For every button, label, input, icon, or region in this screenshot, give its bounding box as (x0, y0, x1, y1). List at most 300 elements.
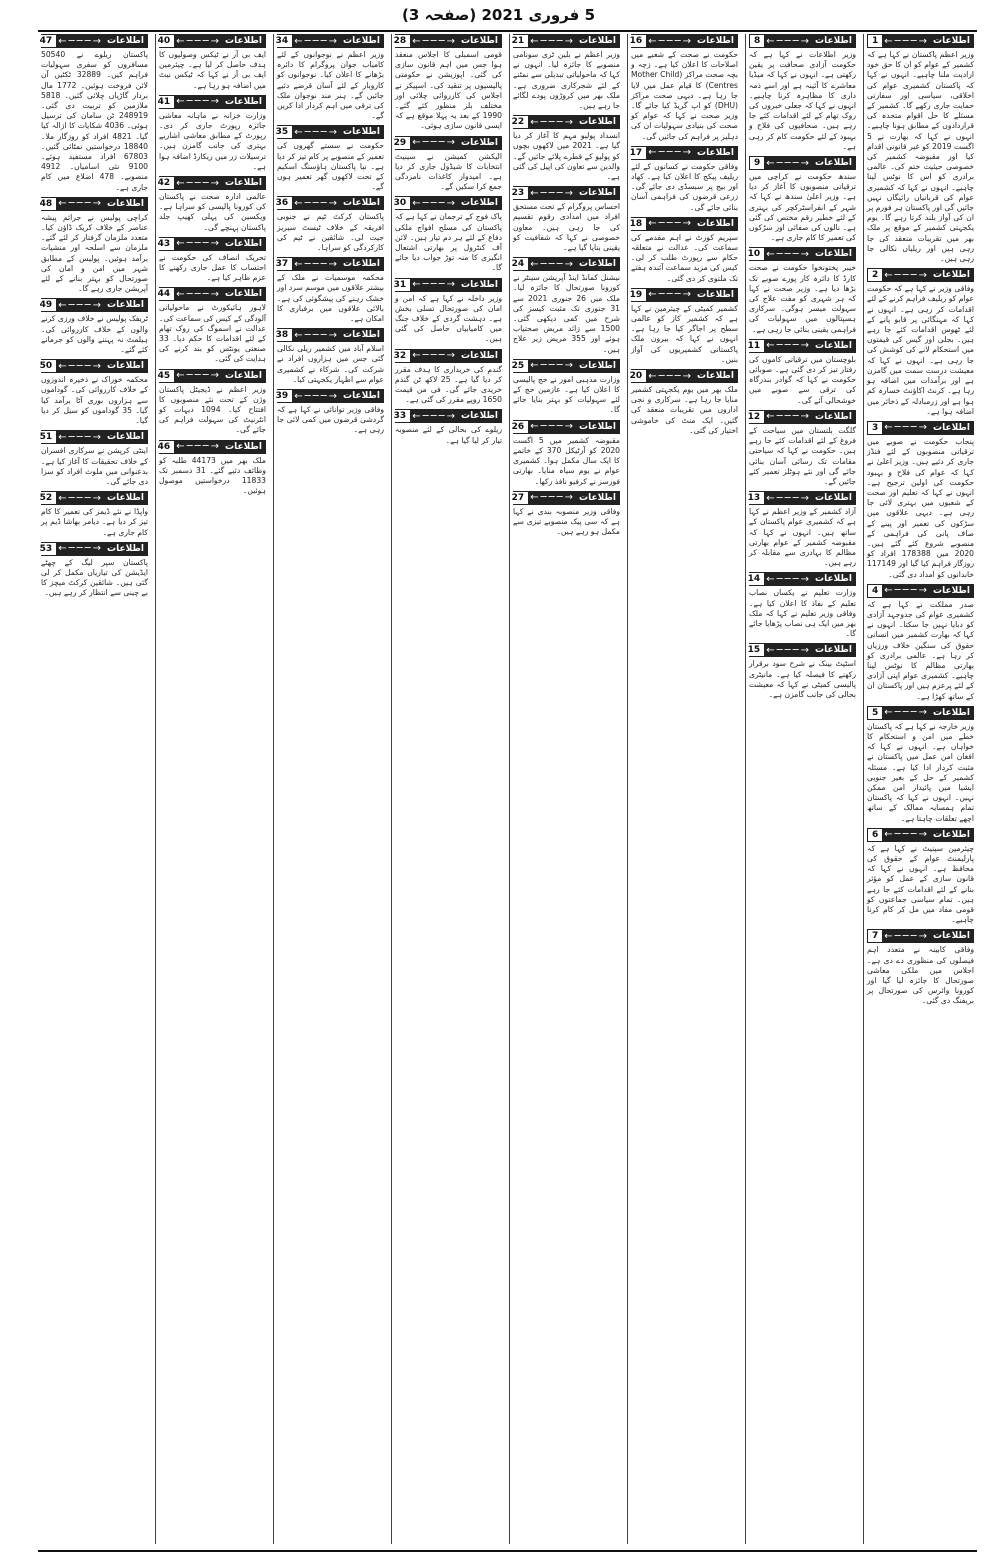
news-item-number: 21 (509, 35, 528, 47)
news-item-number: 25 (509, 360, 528, 372)
news-column (627, 34, 741, 1544)
news-item-header (159, 237, 266, 251)
news-item-header (41, 197, 148, 211)
news-item-header (867, 584, 974, 598)
news-item (41, 542, 148, 599)
news-item-body: پنجاب حکومت نے صوبے میں ترقیاتی منصوبوں کے لئے فنڈز جاری کر دئیے ہیں۔ وزیر اعلیٰ نے کہا کہ عوام کی فلاح و بہبود حکومت کی اولین ترجیح ہے۔ انہوں نے کہا کہ تعلیم اور صحت کے شعبوں میں بہتری لائی جا رہی ہے۔ دیہی علاقوں میں سڑکوں کی تعمیر اور پینے کے صاف پانی کی فراہمی کے منصوبے شروع کئے گئے ہیں۔ 2020 میں 178388 افراد کو روزگار فراہم کیا گیا اور 117149 خاندانوں کو امداد دی گئی۔ (867, 436, 974, 579)
news-item (749, 156, 856, 243)
news-item-tag: اطلاعات (107, 361, 144, 372)
double-arrow-icon: ←───→ (884, 269, 930, 281)
news-item-body: وفاقی وزیر منصوبہ بندی نے کہا ہے کہ سی پیک منصوبے تیزی سے مکمل ہو رہے ہیں۔ (513, 506, 620, 537)
news-item-tag: اطلاعات (933, 36, 970, 46)
news-item-tag: اطلاعات (697, 36, 734, 46)
news-item (749, 572, 856, 639)
news-item-body: ملک بھر میں یوم یکجہتی کشمیر منایا جا رہا ہے۔ سرکاری و نجی اداروں میں تقریبات منعقد کی گئیں۔ ایک منٹ کی خاموشی اختیار کی گئی۔ (631, 385, 738, 435)
news-item-number: 38 (273, 329, 292, 341)
double-arrow-icon: ←───→ (412, 197, 458, 209)
double-arrow-icon: ←───→ (294, 329, 340, 341)
news-item (867, 584, 974, 702)
news-item-number: 10 (745, 248, 764, 260)
news-item-tag: اطلاعات (343, 127, 380, 138)
news-item-header (513, 491, 620, 505)
news-item (41, 491, 148, 538)
double-arrow-icon: ←───→ (294, 126, 340, 138)
news-item-header (749, 34, 856, 48)
news-item-number: 52 (38, 492, 56, 504)
news-item-header (277, 257, 384, 271)
news-item-tag: اطلاعات (343, 36, 380, 46)
news-item-body: الیکشن کمیشن نے سینیٹ انتخابات کا شیڈول جاری کر دیا ہے۔ امیدوار کاغذات نامزدگی جمع کرا سکیں گے۔ (395, 151, 502, 192)
news-item-tag: اطلاعات (225, 238, 262, 249)
double-arrow-icon: ←───→ (884, 585, 930, 597)
news-item-number: 35 (273, 126, 292, 138)
news-item-body: وزیر اعظم پاکستان نے کہا ہے کہ کشمیر کے عوام کو ان کا حق خود ارادیت ملنا چاہیے۔ انہوں نے کہا کہ پاکستان کشمیری عوام کی اخلاقی، سیاسی اور سفارتی حمایت جاری رکھے گا۔ کشمیر کے مسئلے کا حل اقوام متحدہ کی قراردادوں کے مطابق ہونا چاہیے۔ انہوں نے کہا کہ بھارت نے 5 اگست 2019 کو غیر قانونی اقدام کیا اور مقبوضہ کشمیر کی خصوصی حیثیت ختم کی۔ عالمی برادری کو اس کا نوٹس لینا چاہیے۔ انہوں نے کہا کہ کشمیری عوام کی قربانیاں رائیگاں نہیں جائیں گی اور پاکستان ہر فورم پر ان کی آواز بلند کرتا رہے گا۔ یوم یکجہتی کشمیر کے موقع پر ملک بھر میں تقریبات منعقد کی جا رہی ہیں اور ریلیاں نکالی جا رہی ہیں۔ (867, 50, 974, 264)
news-item (159, 287, 266, 364)
news-item (749, 643, 856, 700)
double-arrow-icon: ←───→ (648, 218, 694, 230)
news-item (277, 389, 384, 436)
news-item-number: 24 (509, 258, 528, 270)
news-item-number: 46 (155, 441, 174, 453)
news-item-body: وزارت تعلیم نے یکساں نصاب تعلیم کے نفاذ کا اعلان کیا ہے۔ وفاقی وزیر تعلیم نے کہا کہ ملک بھر میں ایک ہی نصاب پڑھایا جائے گا۔ (748, 588, 856, 639)
news-item-number: 2 (868, 269, 882, 281)
double-arrow-icon: ←───→ (58, 543, 104, 555)
news-item-number: 3 (868, 422, 882, 434)
news-item-body: اینٹی کرپشن نے سرکاری افسران کے خلاف تحقیقات کا آغاز کیا ہے۔ بدعنوانی میں ملوث افراد کو سزا دی جائے گی۔ (41, 446, 148, 486)
double-arrow-icon: ←───→ (294, 35, 340, 47)
news-item-number: 47 (38, 35, 56, 47)
news-item-header (867, 268, 974, 282)
double-arrow-icon: ←───→ (530, 258, 576, 270)
news-item-header (277, 125, 384, 139)
news-item-number: 8 (750, 35, 764, 47)
news-item-body: وزارت خزانہ نے ماہانہ معاشی جائزہ رپورٹ جاری کر دی۔ رپورٹ کے مطابق معاشی اشاریے بہتری کی جانب گامزن ہیں۔ ترسیلات زر میں ریکارڈ اضافہ ہوا ہے۔ (159, 110, 266, 171)
news-item-body: لاہور ہائیکورٹ نے ماحولیاتی آلودگی کے کیس کی سماعت کی۔ عدالت نے اسموگ کی روک تھام کے لئے اقدامات کا حکم دیا۔ 33 صنعتی یونٹس کو بند کرنے کی ہدایت کی گئی۔ (159, 303, 266, 364)
header-rule (38, 30, 977, 32)
news-item (159, 369, 266, 436)
double-arrow-icon: ←───→ (766, 35, 812, 47)
news-item-tag: اطلاعات (225, 289, 262, 300)
news-item-body: وفاقی حکومت نے کسانوں کے لئے ریلیف پیکج کا اعلان کیا ہے۔ کھاد اور بیج پر سبسڈی دی جائے گی۔ زرعی قرضوں کی فراہمی آسان بنائی جائے گی۔ (631, 161, 738, 212)
news-item-header (513, 186, 620, 200)
news-item-header (867, 706, 974, 720)
news-item-number: 33 (391, 410, 410, 422)
news-item-tag: اطلاعات (461, 198, 498, 209)
news-item-tag: اطلاعات (815, 249, 852, 260)
news-column (863, 34, 977, 1544)
news-item-number: 28 (391, 35, 410, 47)
news-item-tag: اطلاعات (461, 137, 498, 148)
news-item-tag: اطلاعات (107, 432, 144, 443)
double-arrow-icon: ←───→ (766, 248, 812, 260)
news-item-number: 29 (391, 137, 410, 149)
news-item-number: 32 (391, 350, 410, 362)
news-item (867, 34, 974, 264)
news-item-body: کراچی پولیس نے جرائم پیشہ عناصر کے خلاف کریک ڈاؤن کیا۔ متعدد ملزمان گرفتار کر لئے گئے۔ ملزمان سے اسلحہ اور منشیات برآمد ہوئیں۔ پولیس کے مطابق شہر میں امن و امان کی صورتحال کو بہتر بنانے کے لئے آپریشن جاری رہے گا۔ (41, 212, 148, 294)
news-item (867, 268, 974, 417)
news-column (38, 34, 151, 1544)
news-item-body: محکمہ خوراک نے ذخیرہ اندوزوں کے خلاف کارروائی کی۔ گوداموں سے ہزاروں بوری آٹا برآمد کیا گیا۔ 35 گوداموں کو سیل کر دیا گیا۔ (41, 375, 148, 426)
news-item-number: 49 (38, 299, 56, 311)
news-item-body: انسداد پولیو مہم کا آغاز کر دیا گیا ہے۔ 2021 میں لاکھوں بچوں کو پولیو کے قطرے پلائے جائیں گے۔ والدین سے تعاون کی اپیل کی گئی ہے۔ (513, 131, 620, 182)
double-arrow-icon: ←───→ (294, 390, 340, 402)
news-item (277, 257, 384, 324)
news-item-body: پاکستان کرکٹ ٹیم نے جنوبی افریقہ کے خلاف ٹیسٹ سیریز جیت لی۔ شائقین نے ٹیم کی کارکردگی کو سراہا۔ (277, 212, 384, 253)
news-item-tag: اطلاعات (579, 36, 616, 46)
double-arrow-icon: ←───→ (412, 350, 458, 362)
double-arrow-icon: ←───→ (648, 147, 694, 159)
news-item-number: 20 (627, 370, 646, 382)
news-item (159, 237, 266, 284)
news-item (277, 196, 384, 253)
news-item (395, 409, 502, 445)
news-item-number: 7 (868, 930, 882, 942)
news-item-body: قومی اسمبلی کا اجلاس منعقد ہوا جس میں اہم قانون سازی کی گئی۔ اپوزیشن نے حکومتی پالیسیوں پر تنقید کی۔ اسپیکر نے اجلاس کی کارروائی چلائی اور مختلف بلز منظور کئے گئے۔ 1990 کے بعد یہ پہلا موقع ہے کہ ایسی قانون سازی ہوئی۔ (395, 50, 502, 131)
news-item-tag: اطلاعات (815, 411, 852, 422)
news-item-body: آزاد کشمیر کے وزیر اعظم نے کہا ہے کہ کشمیری عوام پاکستان کے ساتھ ہیں۔ انہوں نے کہا کہ مقبوضہ کشمیر کے عوام بھارتی مظالم کا بہادری سے مقابلہ کر رہے ہیں۔ (749, 507, 856, 568)
news-item-number: 41 (155, 96, 174, 108)
news-item (867, 828, 974, 926)
news-item-body: وزارت مذہبی امور نے حج پالیسی کا اعلان کیا ہے۔ عازمین حج کے لئے سہولیات کو بہتر بنایا جائے گا۔ (513, 374, 620, 415)
news-item (277, 125, 384, 192)
news-item (867, 929, 974, 1006)
news-item (513, 420, 620, 487)
news-item-body: وزیر خارجہ نے کہا ہے کہ پاکستان خطے میں امن و استحکام کا خواہاں ہے۔ انہوں نے کہا کہ افغان امن عمل میں پاکستان نے مثبت کردار ادا کیا ہے۔ مسئلہ کشمیر کے حل کے بغیر جنوبی ایشیا میں پائیدار امن ممکن نہیں۔ انہوں نے کہا کہ پاکستان تمام ہمسایہ ممالک کے ساتھ اچھے تعلقات چاہتا ہے۔ (867, 721, 974, 823)
news-item-number: 18 (627, 218, 646, 230)
double-arrow-icon: ←───→ (294, 258, 340, 270)
news-item (41, 34, 148, 193)
news-item-tag: اطلاعات (225, 36, 262, 46)
double-arrow-icon: ←───→ (530, 187, 576, 199)
news-item-header (277, 328, 384, 342)
news-item-body: حکومت نے سستے گھروں کی تعمیر کے منصوبے پر کام تیز کر دیا ہے۔ نیا پاکستان ہاؤسنگ اسکیم کے تحت لاکھوں گھر تعمیر ہوں گے۔ (277, 141, 384, 192)
news-item-number: 45 (155, 370, 174, 382)
news-item (867, 706, 974, 824)
news-item-tag: اطلاعات (343, 259, 380, 270)
news-item-tag: اطلاعات (933, 422, 970, 433)
double-arrow-icon: ←───→ (58, 35, 104, 47)
news-item-header (631, 146, 738, 160)
news-item-number: 37 (273, 258, 292, 270)
news-item-body: بلوچستان میں ترقیاتی کاموں کی رفتار تیز کر دی گئی ہے۔ صوبائی حکومت نے کہا کہ گوادر بندرگاہ کی ترقی سے صوبے میں خوشحالی آئے گی۔ (749, 354, 856, 405)
news-item-header (867, 828, 974, 842)
news-item-header (395, 278, 502, 292)
news-item-number: 43 (155, 238, 174, 250)
news-item (749, 491, 856, 568)
news-item-body: عالمی ادارہ صحت نے پاکستان کی کورونا پالیسی کو سراہا ہے۔ ویکسین کی پہلی کھیپ جلد پاکستان پہنچے گی۔ (159, 192, 266, 232)
news-item-number: 30 (391, 197, 410, 209)
news-item-number: 26 (509, 421, 528, 433)
news-item-header (159, 369, 266, 383)
news-item-tag: اطلاعات (343, 391, 380, 402)
news-item-number: 50 (38, 360, 56, 372)
news-item-number: 36 (273, 197, 292, 209)
news-item-body: مقبوضہ کشمیر میں 5 اگست 2020 کو آرٹیکل 370 کے خاتمے کا ایک سال مکمل ہوا۔ کشمیری عوام نے یوم سیاہ منایا۔ بھارتی فورسز نے کرفیو نافذ رکھا۔ (513, 435, 621, 486)
news-item-header (513, 420, 620, 434)
news-item-body: چیئرمین سینیٹ نے کہا ہے کہ پارلیمنٹ عوام کے حقوق کی محافظ ہے۔ انہوں نے کہا کہ قانون سازی کے عمل کو مؤثر بنانے کے لئے اقدامات کئے جا رہے ہیں۔ تمام سیاسی جماعتوں کو قومی مفاد میں مل کر کام کرنا چاہیے۔ (867, 843, 974, 925)
news-item-tag: اطلاعات (933, 270, 970, 281)
news-item-number: 1 (868, 35, 882, 47)
news-item-tag: اطلاعات (815, 493, 852, 504)
news-item-number: 14 (745, 573, 764, 585)
news-item-header (749, 572, 856, 586)
news-item (631, 288, 738, 365)
news-item-tag: اطلاعات (107, 300, 144, 311)
news-item-number: 39 (273, 390, 292, 402)
news-item-tag: اطلاعات (815, 574, 852, 585)
double-arrow-icon: ←───→ (176, 35, 222, 47)
news-column (509, 34, 623, 1544)
news-item-body: حکومت نے صحت کے شعبے میں اصلاحات کا اعلان کیا ہے۔ زچہ و بچہ صحت مراکز (Mother Child Centres) کا قیام عمل میں لایا جا رہا ہے۔ دیہی صحت مراکز (DHU) کو اپ گریڈ کیا جائے گا۔ وزیر صحت نے کہا کہ عوام کو صحت کی بنیادی سہولیات ان کی دہلیز پر فراہم کی جائیں گی۔ (630, 50, 738, 141)
news-item-header (867, 929, 974, 943)
news-item-tag: اطلاعات (815, 36, 852, 46)
double-arrow-icon: ←───→ (530, 35, 576, 47)
news-item-number: 51 (38, 431, 56, 443)
news-item (513, 359, 620, 416)
double-arrow-icon: ←───→ (412, 279, 458, 291)
news-item (41, 430, 148, 487)
newspaper-columns (38, 34, 977, 1544)
news-item-header (277, 389, 384, 403)
double-arrow-icon: ←───→ (884, 707, 930, 719)
news-item (395, 278, 502, 345)
news-item-header (395, 196, 502, 210)
news-item-header (41, 542, 148, 556)
news-item-tag: اطلاعات (697, 371, 734, 382)
news-item-header (631, 288, 738, 302)
news-item-body: تحریک انصاف کی حکومت نے احتساب کا عمل جاری رکھنے کا عزم ظاہر کیا ہے۔ (159, 252, 266, 283)
news-item-number: 27 (509, 492, 528, 504)
double-arrow-icon: ←───→ (412, 137, 458, 149)
news-column (745, 34, 859, 1544)
news-item (41, 359, 148, 426)
page-header-text: 5 فروری 2021 (صفحہ 3) (402, 6, 595, 24)
news-item-number: 6 (868, 829, 882, 841)
news-item-tag: اطلاعات (461, 279, 498, 290)
news-item (749, 247, 856, 334)
news-item-header (395, 34, 502, 48)
news-item-body: وفاقی وزیر نے کہا ہے کہ حکومت عوام کو ریلیف فراہم کرنے کے لئے اقدامات کر رہی ہے۔ انہوں نے کہا کہ مہنگائی پر قابو پانے کے لئے ٹھوس اقدامات کئے جا رہے ہیں۔ بجلی اور گیس کی قیمتوں میں استحکام لانے کی کوشش کی جا رہی ہے۔ انہوں نے کہا کہ معیشت درست سمت میں گامزن ہے اور برآمدات میں اضافہ ہو رہا ہے۔ کرنٹ اکاؤنٹ خسارہ کم ہوا ہے اور زرمبادلہ کے ذخائر میں اضافہ ہوا ہے۔ (867, 284, 974, 416)
news-item-number: 17 (627, 147, 646, 159)
news-item (631, 217, 738, 284)
news-item-tag: اطلاعات (815, 340, 852, 351)
news-item-body: ٹریفک پولیس نے خلاف ورزی کرنے والوں کے خلاف کارروائی کی۔ ہیلمٹ نہ پہننے والوں کو جرمانے کئے گئے۔ (41, 314, 148, 355)
news-item-body: صدر مملکت نے کہا ہے کہ کشمیری عوام کی جدوجہد آزادی کو دبایا نہیں جا سکتا۔ انہوں نے کہا کہ بھارت کشمیر میں انسانی حقوق کی سنگین خلاف ورزیاں کر رہا ہے۔ عالمی برادری کو بھارتی مظالم کا نوٹس لینا چاہیے۔ کشمیری عوام اپنی آزادی کے لئے پرعزم ہیں اور پاکستان ان کے ساتھ کھڑا ہے۔ (867, 599, 974, 701)
double-arrow-icon: ←───→ (176, 288, 222, 300)
news-item-body: سپریم کورٹ نے اہم مقدمے کی سماعت کی۔ عدالت نے متعلقہ حکام سے رپورٹ طلب کر لی۔ کیس کی مزید سماعت آئندہ ہفتے تک ملتوی کر دی گئی۔ (631, 232, 738, 283)
news-item-number: 13 (745, 492, 764, 504)
news-item-tag: اطلاعات (933, 585, 970, 596)
news-item-body: وزیر اعظم نے نوجوانوں کے لئے کامیاب جوان پروگرام کا دائرہ بڑھانے کا اعلان کیا۔ نوجوانوں کو کاروبار کے لئے آسان قرضے دئیے جائیں گے۔ ہنر مند نوجوان ملک کی ترقی میں اہم کردار ادا کریں گے۔ (277, 50, 384, 121)
news-item-header (159, 95, 266, 109)
double-arrow-icon: ←───→ (884, 930, 930, 942)
news-item-tag: اطلاعات (461, 350, 498, 361)
news-item-header (159, 440, 266, 454)
news-item (395, 196, 502, 273)
double-arrow-icon: ←───→ (176, 238, 222, 250)
news-item-body: اسٹیٹ بینک نے شرح سود برقرار رکھنے کا فیصلہ کیا ہے۔ مانیٹری پالیسی کمیٹی نے کہا کہ معیشت بحالی کی جانب گامزن ہے۔ (749, 659, 856, 699)
news-item-tag: اطلاعات (815, 645, 852, 656)
news-item-tag: اطلاعات (343, 198, 380, 209)
news-item-number: 11 (745, 340, 764, 352)
news-item-tag: اطلاعات (107, 198, 144, 209)
news-item (513, 186, 620, 253)
news-item-tag: اطلاعات (579, 117, 616, 128)
news-item (631, 146, 738, 213)
news-item-tag: اطلاعات (815, 158, 852, 169)
news-item-header (749, 156, 856, 170)
news-item-header (513, 257, 620, 271)
double-arrow-icon: ←───→ (766, 411, 812, 423)
news-item-number: 48 (38, 198, 56, 210)
double-arrow-icon: ←───→ (176, 177, 222, 189)
news-item-body: وزیر اعظم نے بلین ٹری سونامی منصوبے کا جائزہ لیا۔ انہوں نے کہا کہ ماحولیاتی تبدیلی سے نمٹنے کے لئے شجرکاری ضروری ہے۔ ملک بھر میں کروڑوں پودے لگائے جا رہے ہیں۔ (513, 50, 620, 111)
news-item-header (41, 298, 148, 312)
double-arrow-icon: ←───→ (648, 370, 694, 382)
news-item (513, 491, 620, 538)
news-column (391, 34, 505, 1544)
news-item-tag: اطلاعات (579, 492, 616, 503)
news-item-body: احساس پروگرام کے تحت مستحق افراد میں امدادی رقوم تقسیم کی جا رہی ہیں۔ معاون خصوصی نے کہا کہ شفافیت کو یقینی بنایا گیا ہے۔ (513, 202, 620, 253)
news-item-number: 42 (155, 177, 174, 189)
news-item-header (41, 491, 148, 505)
news-item-header (749, 339, 856, 353)
double-arrow-icon: ←───→ (58, 299, 104, 311)
news-item-header (749, 643, 856, 657)
news-item (159, 34, 266, 91)
news-item (749, 410, 856, 487)
double-arrow-icon: ←───→ (176, 370, 222, 382)
news-item-header (395, 349, 502, 363)
news-item-header (159, 287, 266, 301)
double-arrow-icon: ←───→ (766, 157, 812, 169)
news-item-header (41, 34, 148, 48)
news-item-tag: اطلاعات (579, 259, 616, 270)
news-item-number: 12 (745, 411, 764, 423)
double-arrow-icon: ←───→ (766, 573, 812, 585)
news-item (395, 136, 502, 193)
news-item-header (513, 359, 620, 373)
news-item (41, 197, 148, 295)
news-item-body: گلگت بلتستان میں سیاحت کے فروغ کے لئے اقدامات کئے جا رہے ہیں۔ حکومت نے کہا کہ سیاحتی مقامات تک رسائی آسان بنائی جائے گی اور نئے ہوٹلز تعمیر کئے جائیں گے۔ (749, 425, 856, 486)
news-item-tag: اطلاعات (933, 931, 970, 942)
news-item-number: 34 (273, 35, 292, 47)
news-column (155, 34, 269, 1544)
news-item-tag: اطلاعات (107, 36, 144, 46)
news-item-header (749, 410, 856, 424)
news-item-body: ملک بھر میں 44173 طلبہ کو وظائف دئیے گئے۔ 31 دسمبر تک 11833 درخواستیں موصول ہوئیں۔ (159, 455, 266, 496)
news-item (395, 34, 502, 132)
news-item-body: پاک فوج کے ترجمان نے کہا ہے کہ پاکستان کی مسلح افواج ملکی دفاع کے لئے ہر دم تیار ہیں۔ لائن آف کنٹرول پر بھارتی اشتعال انگیزی کا منہ توڑ جواب دیا جائے گا۔ (395, 212, 502, 273)
news-item-number: 44 (155, 288, 174, 300)
double-arrow-icon: ←───→ (766, 492, 812, 504)
news-item-body: محکمہ موسمیات نے ملک کے بیشتر علاقوں میں موسم سرد اور خشک رہنے کی پیشگوئی کی ہے۔ بالائی علاقوں میں برفباری کا امکان ہے۔ (277, 273, 384, 324)
double-arrow-icon: ←───→ (58, 492, 104, 504)
news-item-tag: اطلاعات (697, 147, 734, 158)
news-item-number: 16 (627, 35, 646, 47)
news-item-number: 23 (509, 187, 528, 199)
news-item (159, 176, 266, 233)
double-arrow-icon: ←───→ (58, 198, 104, 210)
news-item-number: 9 (750, 157, 764, 169)
news-item-tag: اطلاعات (933, 829, 970, 840)
news-item-tag: اطلاعات (225, 441, 262, 452)
double-arrow-icon: ←───→ (176, 96, 222, 108)
double-arrow-icon: ←───→ (530, 421, 576, 433)
news-item-body: واپڈا نے نئے ڈیمز کی تعمیر کا کام تیز کر دیا ہے۔ دیامر بھاشا ڈیم پر کام جاری ہے۔ (41, 507, 148, 537)
news-item (631, 34, 738, 142)
news-item-body: ایف بی آر نے ٹیکس وصولیوں کا ہدف حاصل کر لیا ہے۔ چیئرمین ایف بی آر نے کہا کہ ٹیکس نیٹ میں اضافہ ہو رہا ہے۔ (159, 50, 266, 90)
double-arrow-icon: ←───→ (884, 829, 930, 841)
news-item-tag: اطلاعات (697, 289, 734, 300)
news-item-body: وزیر داخلہ نے کہا ہے کہ امن و امان کی صورتحال تسلی بخش ہے۔ دہشت گردی کے خلاف جنگ میں کامیابیاں حاصل کی گئی ہیں۔ (395, 293, 502, 344)
news-item (749, 34, 856, 152)
news-item-body: وزیر اطلاعات نے کہا ہے کہ حکومت آزادی صحافت پر یقین رکھتی ہے۔ انہوں نے کہا کہ میڈیا معاشرے کا آئینہ ہے اور اسے ذمہ داری کا مظاہرہ کرنا چاہیے۔ انہوں نے کہا کہ جعلی خبروں کی روک تھام کے لئے اقدامات کئے جا رہے ہیں۔ صحافیوں کی فلاح و بہبود کے لئے حکومت کام کر رہی ہے۔ (749, 50, 856, 151)
news-item-body: وفاقی کابینہ نے متعدد اہم فیصلوں کی منظوری دے دی ہے۔ اجلاس میں ملکی معاشی صورتحال کا جائزہ لیا گیا اور کورونا وائرس کی صورتحال پر بریفنگ دی گئی۔ (867, 945, 974, 1006)
news-item-number: 5 (868, 707, 882, 719)
news-item (513, 34, 620, 111)
double-arrow-icon: ←───→ (648, 289, 694, 301)
news-item-tag: اطلاعات (107, 543, 144, 554)
news-item (513, 115, 620, 182)
news-item-body: کشمیر کمیٹی کے چیئرمین نے کہا ہے کہ کشمیر کاز کو عالمی سطح پر اجاگر کیا جا رہا ہے۔ انہوں نے کہا کہ بیرون ملک پاکستانی کشمیریوں کی آواز بنیں۔ (631, 303, 738, 364)
double-arrow-icon: ←───→ (412, 35, 458, 47)
news-column (273, 34, 387, 1544)
double-arrow-icon: ←───→ (530, 492, 576, 504)
news-item-body: گندم کی خریداری کا ہدف مقرر کر دیا گیا ہے۔ 25 لاکھ ٹن گندم خریدی جائے گی۔ فی من قیمت 1650 روپے مقرر کی گئی ہے۔ (395, 364, 502, 405)
news-item (277, 34, 384, 121)
news-item (513, 257, 620, 355)
news-item-number: 31 (391, 279, 410, 291)
double-arrow-icon: ←───→ (58, 431, 104, 443)
double-arrow-icon: ←───→ (766, 644, 812, 656)
news-item-header (867, 421, 974, 435)
news-item-number: 15 (745, 644, 764, 656)
news-item-body: خیبر پختونخوا حکومت نے صحت کارڈ کا دائرہ کار پورے صوبے تک بڑھا دیا ہے۔ وزیر صحت نے کہا کہ ہر شہری کو مفت علاج کی سہولت میسر ہوگی۔ سرکاری ہسپتالوں میں سہولیات کی فراہمی یقینی بنائی جا رہی ہے۔ (749, 263, 856, 334)
news-item-header (513, 115, 620, 129)
news-item-tag: اطلاعات (107, 493, 144, 504)
news-item (159, 440, 266, 497)
news-item-tag: اطلاعات (225, 370, 262, 381)
news-item-header (41, 359, 148, 373)
news-item-body: سندھ حکومت نے کراچی میں ترقیاتی منصوبوں کا آغاز کر دیا ہے۔ وزیر اعلیٰ سندھ نے کہا کہ شہر کے انفراسٹرکچر کی بہتری کے لئے خطیر رقم مختص کی گئی ہے۔ نالوں کی صفائی اور سڑکوں کی تعمیر کا کام جاری ہے۔ (749, 172, 856, 243)
double-arrow-icon: ←───→ (294, 197, 340, 209)
news-item-header (277, 34, 384, 48)
double-arrow-icon: ←───→ (530, 116, 576, 128)
news-item-number: 53 (38, 543, 56, 555)
news-item-header (513, 34, 620, 48)
news-item-header (749, 491, 856, 505)
news-item-header (395, 409, 502, 423)
news-item-number: 4 (868, 585, 882, 597)
news-item-header (631, 369, 738, 383)
news-item-header (159, 34, 266, 48)
news-item-header (631, 217, 738, 231)
news-item-tag: اطلاعات (933, 707, 970, 718)
news-item-number: 19 (627, 289, 646, 301)
news-item (631, 369, 738, 436)
news-item (867, 421, 974, 580)
news-item-header (159, 176, 266, 190)
double-arrow-icon: ←───→ (412, 410, 458, 422)
news-item-tag: اطلاعات (579, 360, 616, 371)
news-item-body: وزیر اعظم نے ڈیجیٹل پاکستان وژن کے تحت نئے منصوبوں کا افتتاح کیا۔ 1094 دیہات کو انٹرنیٹ کی سہولت فراہم کی جائے گی۔ (159, 384, 266, 435)
news-item-body: وفاقی وزیر توانائی نے کہا ہے کہ گردشی قرضوں میں کمی لائی جا رہی ہے۔ (277, 405, 384, 435)
news-item-tag: اطلاعات (579, 421, 616, 432)
news-item-tag: اطلاعات (343, 330, 380, 341)
news-item-tag: اطلاعات (225, 178, 262, 189)
news-item-body: پاکستان ریلوے نے 50540 مسافروں کو سفری سہولیات فراہم کیں۔ 32889 ٹکٹیں آن لائن فروخت ہوئیں۔ 1772 مال بردار گاڑیاں چلائی گئیں۔ 5818 ملازمین کو تربیت دی گئی۔ 248919 ٹن سامان کی ترسیل ہوئی۔ 4036 شکایات کا ازالہ کیا گیا۔ 4821 افراد کو روزگار ملا۔ 18840 درخواستیں نمٹائی گئیں۔ 67803 افراد مستفید ہوئے۔ 9100 نئی اسامیاں۔ 4912 منصوبے۔ 478 اضلاع میں کام جاری ہے۔ (41, 50, 148, 192)
